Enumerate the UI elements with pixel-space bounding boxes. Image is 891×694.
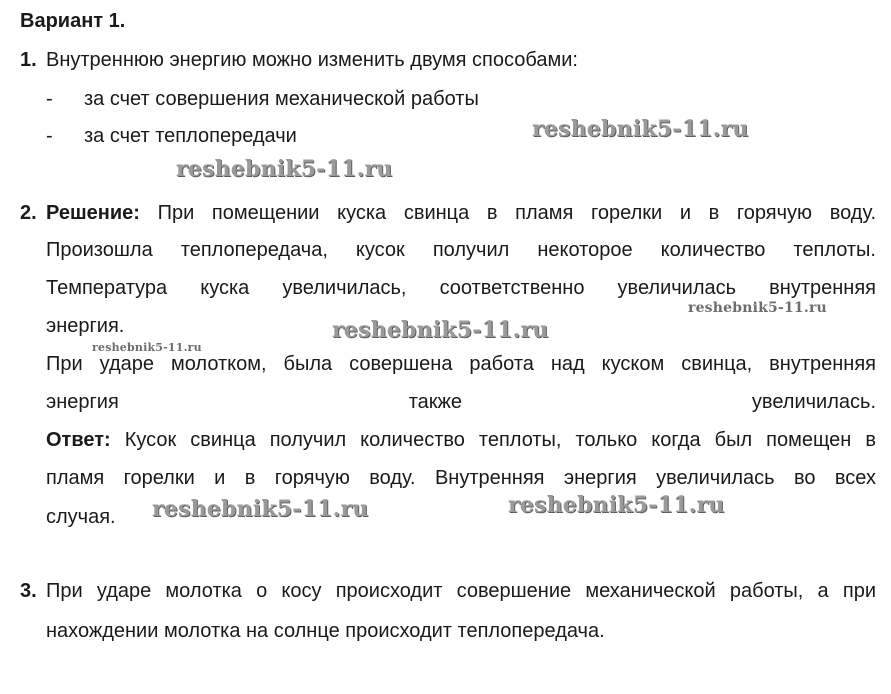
answer-label: Ответ:: [46, 429, 111, 451]
watermark: reshebnik5-11.ru: [332, 317, 549, 343]
watermark: reshebnik5-11.ru: [688, 300, 827, 316]
q3-line-2: нахождении молотка на солнце происходит теплопередача.: [46, 620, 605, 642]
watermark: reshebnik5-11.ru: [92, 341, 202, 354]
q2-line-5: При ударе молотком, была совершена работа над куском свинца, внутренняя: [46, 353, 876, 375]
answer-line-2: пламя горелки и в горячую воду. Внутренняя энергия увеличилась во всех: [46, 467, 876, 489]
q1-bullet-2: за счет теплопередачи: [84, 125, 297, 147]
q1-bullet-dash: -: [46, 88, 53, 110]
q1-bullet-dash: -: [46, 125, 53, 147]
q2-line-2: Произошла теплопередача, кусок получил некоторое количество теплоты.: [46, 239, 876, 261]
q3-number: 3.: [20, 580, 37, 602]
q1-number: 1.: [20, 49, 37, 71]
q1-bullet-1: за счет совершения механической работы: [84, 88, 479, 110]
q2-line-6: энергия также увеличилась.: [46, 391, 876, 413]
answer-line-1: [46, 428, 876, 452]
watermark: reshebnik5-11.ru: [532, 116, 749, 142]
watermark: reshebnik5-11.ru: [508, 492, 725, 518]
q1-text: Внутреннюю энергию можно изменить двумя способами:: [46, 49, 578, 71]
answer-line-3: случая.: [46, 506, 116, 528]
solution-label: Решение:: [46, 202, 140, 224]
page-title: Вариант 1.: [20, 10, 126, 32]
answer-line-1-text: Кусок свинца получил количество теплоты, только когда был помещен в: [124, 429, 876, 451]
watermark: reshebnik5-11.ru: [176, 156, 393, 182]
q2-line-1: [46, 201, 876, 225]
watermark: reshebnik5-11.ru: [152, 496, 369, 522]
q2-line-4: энергия.: [46, 315, 125, 337]
q2-line-3: Температура куска увеличилась, соответственно увеличилась внутренняя: [46, 277, 876, 299]
q2-line-1-text: При помещении куска свинца в пламя горелки и в горячую воду.: [157, 202, 877, 224]
q2-number: 2.: [20, 202, 37, 224]
q3-line-1: При ударе молотка о косу происходит совершение механической работы, а при: [46, 580, 876, 602]
